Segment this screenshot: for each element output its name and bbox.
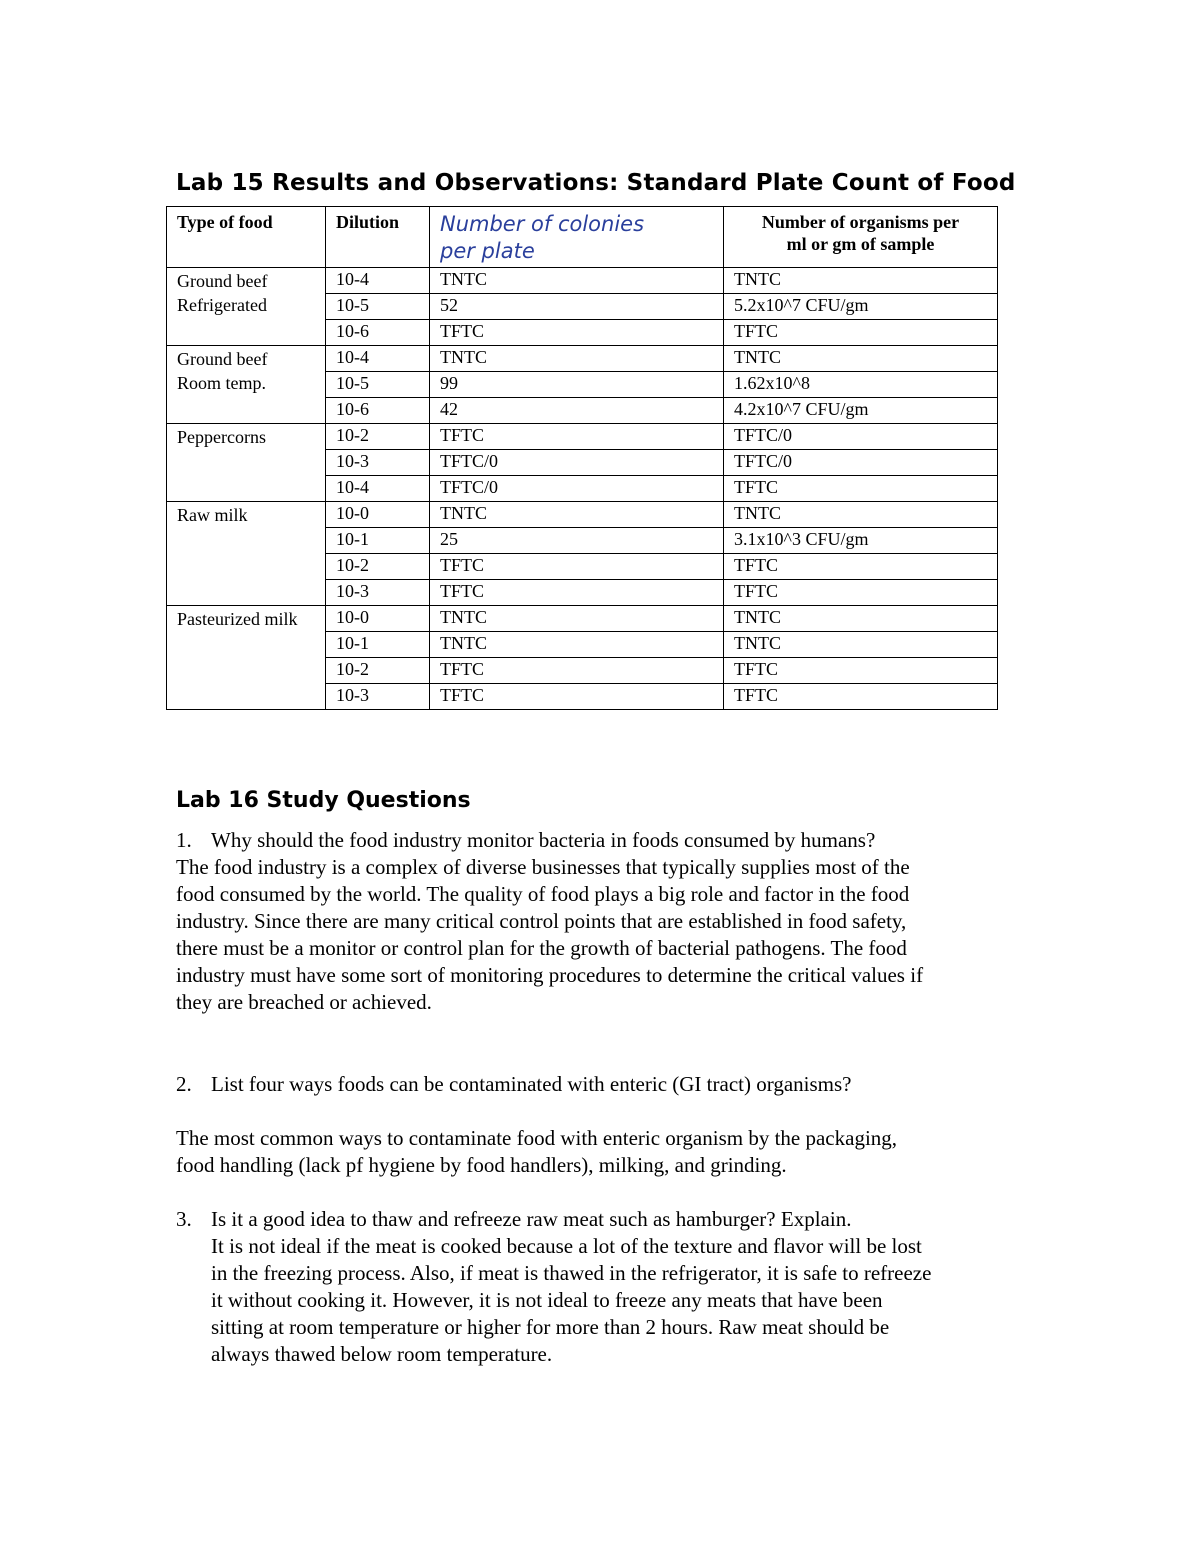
colonies-cell: TFTC/0: [430, 476, 724, 502]
dilution-cell: 10-3: [326, 580, 430, 606]
header-type-of-food: Type of food: [167, 207, 326, 268]
organisms-cell: TFTC/0: [724, 424, 998, 450]
organisms-cell: TFTC: [724, 476, 998, 502]
dilution-cell: 10-5: [326, 372, 430, 398]
answer-3: [211, 1233, 931, 1368]
colonies-cell: 25: [430, 528, 724, 554]
organisms-cell: 5.2x10^7 CFU/gm: [724, 294, 998, 320]
colonies-cell: TNTC: [430, 632, 724, 658]
answer-line: industry. Since there are many critical control points that are established in food safety,: [176, 909, 907, 933]
food-type-cell: [167, 606, 326, 710]
dilution-cell: 10-6: [326, 398, 430, 424]
colonies-cell: TFTC: [430, 684, 724, 710]
dilution-cell: 10-2: [326, 554, 430, 580]
food-condition-label: Room temp.: [177, 373, 266, 393]
question-2: [176, 1071, 852, 1098]
organisms-cell: TFTC: [724, 554, 998, 580]
dilution-cell: 10-3: [326, 450, 430, 476]
dilution-cell: 10-3: [326, 684, 430, 710]
colonies-cell: TNTC: [430, 606, 724, 632]
food-type-label: Peppercorns: [177, 427, 266, 447]
colonies-cell: TFTC: [430, 424, 724, 450]
answer-line: The most common ways to contaminate food with enteric organism by the packaging,: [176, 1126, 898, 1150]
answer-line: The food industry is a complex of diverse businesses that typically supplies most of the: [176, 855, 910, 879]
organisms-cell: TFTC: [724, 684, 998, 710]
header-organisms: Number of organisms per ml or gm of sample: [724, 207, 998, 268]
answer-1: [176, 854, 923, 1016]
colonies-cell: TFTC: [430, 554, 724, 580]
question-1: [176, 827, 875, 854]
answer-line: there must be a monitor or control plan for the growth of bacterial pathogens. The food: [176, 936, 907, 960]
results-table: [166, 206, 998, 710]
organisms-cell: TNTC: [724, 606, 998, 632]
organisms-cell: TNTC: [724, 632, 998, 658]
food-type-label: Pasteurized milk: [177, 609, 298, 629]
dilution-cell: 10-2: [326, 658, 430, 684]
answer-line: always thawed below room temperature.: [211, 1342, 553, 1366]
organisms-cell: 3.1x10^3 CFU/gm: [724, 528, 998, 554]
food-type-label: Raw milk: [177, 505, 248, 525]
question-1-number: 1.: [176, 828, 192, 852]
question-1-text: Why should the food industry monitor bacteria in foods consumed by humans?: [211, 828, 876, 852]
results-body: [167, 268, 998, 710]
question-2-text: List four ways foods can be contaminated with enteric (GI tract) organisms?: [211, 1072, 852, 1096]
organisms-cell: 4.2x10^7 CFU/gm: [724, 398, 998, 424]
lab16-title: Lab 16 Study Questions: [176, 788, 471, 813]
colonies-cell: 52: [430, 294, 724, 320]
organisms-cell: 1.62x10^8: [724, 372, 998, 398]
colonies-cell: TFTC: [430, 658, 724, 684]
dilution-cell: 10-4: [326, 346, 430, 372]
dilution-cell: 10-1: [326, 528, 430, 554]
answer-line: it without cooking it. However, it is not ideal to freeze any meats that have been: [211, 1288, 883, 1312]
food-type-label: Ground beef: [177, 271, 268, 291]
question-3: [176, 1206, 851, 1233]
table-row: [167, 606, 998, 632]
answer-line: in the freezing process. Also, if meat is thawed in the refrigerator, it is safe to refreeze: [211, 1261, 932, 1285]
table-row: [167, 346, 998, 372]
answer-line: It is not ideal if the meat is cooked because a lot of the texture and flavor will be lost: [211, 1234, 922, 1258]
organisms-cell: TFTC: [724, 320, 998, 346]
organisms-cell: TNTC: [724, 502, 998, 528]
colonies-cell: TNTC: [430, 268, 724, 294]
colonies-cell: TNTC: [430, 346, 724, 372]
dilution-cell: 10-1: [326, 632, 430, 658]
answer-line: industry must have some sort of monitoring procedures to determine the critical values if: [176, 963, 924, 987]
food-type-cell: [167, 502, 326, 606]
colonies-cell: TNTC: [430, 502, 724, 528]
dilution-cell: 10-0: [326, 502, 430, 528]
dilution-cell: 10-5: [326, 294, 430, 320]
table-row: [167, 502, 998, 528]
food-type-cell: [167, 268, 326, 346]
dilution-cell: 10-4: [326, 268, 430, 294]
lab15-title: Lab 15 Results and Observations: Standard Plate Count of Food: [176, 170, 1016, 196]
organisms-cell: TFTC: [724, 658, 998, 684]
colonies-cell: 99: [430, 372, 724, 398]
colonies-cell: TFTC: [430, 320, 724, 346]
header-colonies: Number of colonies per plate: [430, 207, 724, 268]
food-type-cell: [167, 346, 326, 424]
organisms-cell: TNTC: [724, 268, 998, 294]
food-type-cell: [167, 424, 326, 502]
table-row: [167, 424, 998, 450]
question-3-text: Is it a good idea to thaw and refreeze raw meat such as hamburger? Explain.: [211, 1207, 852, 1231]
food-condition-label: Refrigerated: [177, 295, 267, 315]
answer-line: sitting at room temperature or higher for more than 2 hours. Raw meat should be: [211, 1315, 890, 1339]
table-header-row: [167, 207, 998, 268]
organisms-cell: TNTC: [724, 346, 998, 372]
question-3-number: 3.: [176, 1207, 192, 1231]
colonies-cell: TFTC/0: [430, 450, 724, 476]
answer-line: food handling (lack pf hygiene by food handlers), milking, and grinding.: [176, 1153, 787, 1177]
answer-2: [176, 1125, 897, 1179]
answer-line: they are breached or achieved.: [176, 990, 432, 1014]
dilution-cell: 10-0: [326, 606, 430, 632]
dilution-cell: 10-4: [326, 476, 430, 502]
table-row: [167, 268, 998, 294]
organisms-cell: TFTC/0: [724, 450, 998, 476]
colonies-cell: TFTC: [430, 580, 724, 606]
dilution-cell: 10-2: [326, 424, 430, 450]
organisms-cell: TFTC: [724, 580, 998, 606]
question-2-number: 2.: [176, 1072, 192, 1096]
colonies-cell: 42: [430, 398, 724, 424]
food-type-label: Ground beef: [177, 349, 268, 369]
answer-line: food consumed by the world. The quality of food plays a big role and factor in the food: [176, 882, 910, 906]
dilution-cell: 10-6: [326, 320, 430, 346]
header-dilution: Dilution: [326, 207, 430, 268]
